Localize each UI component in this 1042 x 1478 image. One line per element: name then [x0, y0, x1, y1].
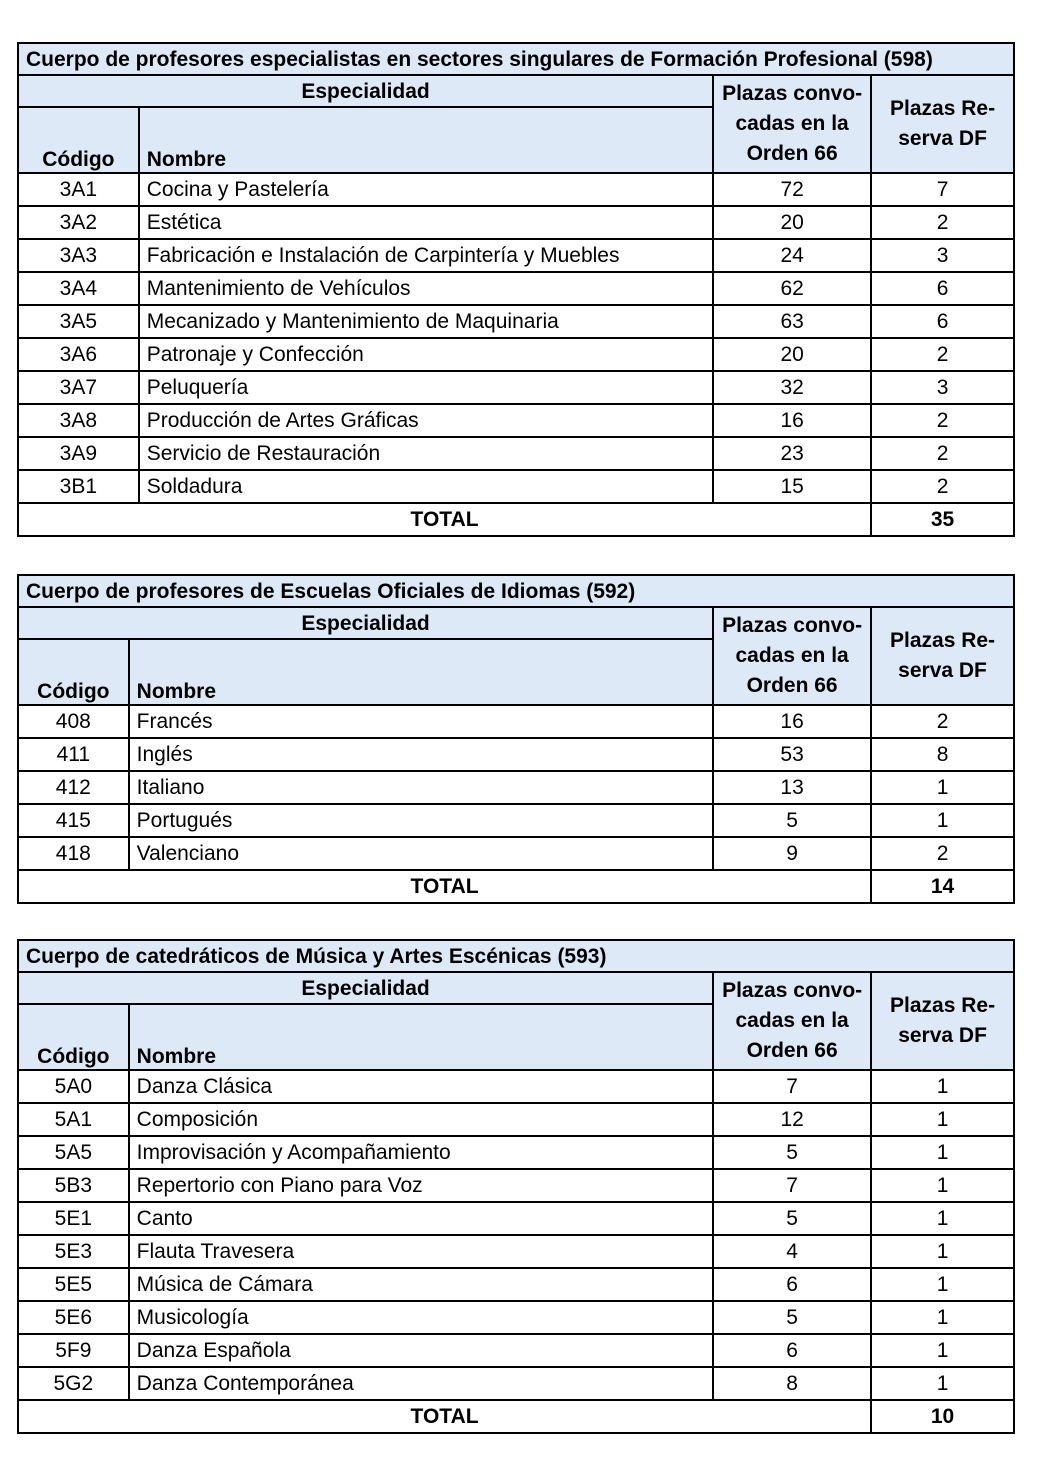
plazas-reserva-header: Plazas Re- serva DF	[871, 607, 1014, 705]
codigo-cell: 408	[18, 705, 129, 738]
codigo-cell: 5A5	[18, 1136, 129, 1169]
reserva-cell: 1	[871, 1169, 1014, 1202]
table-row	[18, 771, 1014, 804]
reserva-cell: 2	[871, 470, 1014, 503]
nombre-cell: Flauta Travesera	[129, 1235, 714, 1268]
table-row	[18, 338, 1014, 371]
nombre-cell: Danza Contemporánea	[129, 1367, 714, 1400]
codigo-cell: 5E5	[18, 1268, 129, 1301]
codigo-cell: 412	[18, 771, 129, 804]
table-row	[18, 1169, 1014, 1202]
plazas-reserva-header: Plazas Re- serva DF	[871, 972, 1014, 1070]
codigo-cell: 3A7	[18, 371, 139, 404]
table-row	[18, 371, 1014, 404]
table-title: Cuerpo de profesores especialistas en sectores singulares de Formación Profesional (598)	[18, 43, 1014, 75]
codigo-cell: 5B3	[18, 1169, 129, 1202]
convocadas-cell: 5	[713, 1301, 871, 1334]
nombre-cell: Danza Española	[129, 1334, 714, 1367]
codigo-cell: 3A5	[18, 305, 139, 338]
nombre-cell: Francés	[129, 705, 713, 738]
table-block-musica	[17, 939, 1015, 1434]
table-row	[18, 1103, 1014, 1136]
nombre-cell: Danza Clásica	[129, 1070, 714, 1103]
nombre-cell: Italiano	[129, 771, 713, 804]
convocadas-cell: 53	[713, 738, 871, 771]
reserva-cell: 2	[871, 338, 1014, 371]
specialty-table	[17, 42, 1015, 537]
convocadas-cell: 12	[713, 1103, 871, 1136]
table-row	[18, 1268, 1014, 1301]
plazas-convocadas-header: Plazas convo- cadas en la Orden 66	[713, 972, 871, 1070]
reserva-cell: 6	[871, 272, 1014, 305]
table-row	[18, 305, 1014, 338]
nombre-cell: Mantenimiento de Vehículos	[139, 272, 713, 305]
reserva-cell: 1	[871, 771, 1014, 804]
codigo-cell: 5E6	[18, 1301, 129, 1334]
reserva-cell: 1	[871, 804, 1014, 837]
convocadas-cell: 16	[713, 705, 871, 738]
convocadas-cell: 13	[713, 771, 871, 804]
codigo-header: Código	[18, 1004, 129, 1070]
convocadas-cell: 6	[713, 1334, 871, 1367]
convocadas-cell: 24	[713, 239, 871, 272]
convocadas-cell: 20	[713, 206, 871, 239]
nombre-cell: Inglés	[129, 738, 713, 771]
plazas-convocadas-header: Plazas convo- cadas en la Orden 66	[713, 75, 871, 173]
convocadas-cell: 72	[713, 173, 871, 206]
total-label: TOTAL	[18, 870, 871, 903]
nombre-cell: Canto	[129, 1202, 714, 1235]
table-row	[18, 1202, 1014, 1235]
convocadas-cell: 6	[713, 1268, 871, 1301]
codigo-cell: 5E1	[18, 1202, 129, 1235]
convocadas-cell: 7	[713, 1070, 871, 1103]
nombre-cell: Servicio de Restauración	[139, 437, 713, 470]
reserva-cell: 2	[871, 837, 1014, 870]
convocadas-cell: 62	[713, 272, 871, 305]
nombre-cell: Soldadura	[139, 470, 713, 503]
plazas-convocadas-header: Plazas convo- cadas en la Orden 66	[713, 607, 871, 705]
table-row	[18, 239, 1014, 272]
total-label: TOTAL	[18, 1400, 871, 1433]
table-row	[18, 837, 1014, 870]
reserva-cell: 2	[871, 705, 1014, 738]
nombre-cell: Valenciano	[129, 837, 713, 870]
codigo-cell: 3A8	[18, 404, 139, 437]
table-row	[18, 1070, 1014, 1103]
reserva-cell: 7	[871, 173, 1014, 206]
convocadas-cell: 5	[713, 804, 871, 837]
reserva-cell: 1	[871, 1136, 1014, 1169]
total-value: 10	[871, 1400, 1014, 1433]
reserva-cell: 1	[871, 1301, 1014, 1334]
total-row	[18, 1400, 1014, 1433]
convocadas-cell: 16	[713, 404, 871, 437]
convocadas-cell: 15	[713, 470, 871, 503]
nombre-cell: Musicología	[129, 1301, 714, 1334]
codigo-cell: 3A2	[18, 206, 139, 239]
table-block-eoi	[17, 574, 1015, 904]
table-row	[18, 705, 1014, 738]
convocadas-cell: 5	[713, 1136, 871, 1169]
codigo-cell: 5E3	[18, 1235, 129, 1268]
nombre-cell: Patronaje y Confección	[139, 338, 713, 371]
specialty-table	[17, 574, 1015, 904]
table-row	[18, 437, 1014, 470]
convocadas-cell: 32	[713, 371, 871, 404]
reserva-cell: 1	[871, 1103, 1014, 1136]
nombre-header: Nombre	[129, 1004, 714, 1070]
convocadas-cell: 5	[713, 1202, 871, 1235]
especialidad-header: Especialidad	[18, 607, 713, 639]
codigo-cell: 3A1	[18, 173, 139, 206]
reserva-cell: 1	[871, 1070, 1014, 1103]
table-row	[18, 1301, 1014, 1334]
reserva-cell: 3	[871, 371, 1014, 404]
reserva-cell: 1	[871, 1268, 1014, 1301]
convocadas-cell: 7	[713, 1169, 871, 1202]
table-row	[18, 404, 1014, 437]
table-row	[18, 1367, 1014, 1400]
codigo-cell: 5A1	[18, 1103, 129, 1136]
convocadas-cell: 20	[713, 338, 871, 371]
table-row	[18, 804, 1014, 837]
table-row	[18, 470, 1014, 503]
nombre-header: Nombre	[129, 639, 713, 705]
nombre-cell: Mecanizado y Mantenimiento de Maquinaria	[139, 305, 713, 338]
reserva-cell: 2	[871, 206, 1014, 239]
reserva-cell: 1	[871, 1367, 1014, 1400]
table-row	[18, 173, 1014, 206]
reserva-cell: 3	[871, 239, 1014, 272]
codigo-cell: 3B1	[18, 470, 139, 503]
reserva-cell: 2	[871, 404, 1014, 437]
codigo-cell: 5A0	[18, 1070, 129, 1103]
nombre-cell: Estética	[139, 206, 713, 239]
nombre-cell: Fabricación e Instalación de Carpintería y Muebles	[139, 239, 713, 272]
codigo-cell: 5F9	[18, 1334, 129, 1367]
codigo-header: Código	[18, 107, 139, 173]
especialidad-header: Especialidad	[18, 75, 713, 107]
total-value: 35	[871, 503, 1014, 536]
codigo-cell: 418	[18, 837, 129, 870]
convocadas-cell: 8	[713, 1367, 871, 1400]
nombre-cell: Improvisación y Acompañamiento	[129, 1136, 714, 1169]
convocadas-cell: 63	[713, 305, 871, 338]
codigo-cell: 3A6	[18, 338, 139, 371]
reserva-cell: 6	[871, 305, 1014, 338]
reserva-cell: 2	[871, 437, 1014, 470]
nombre-cell: Repertorio con Piano para Voz	[129, 1169, 714, 1202]
convocadas-cell: 9	[713, 837, 871, 870]
table-title: Cuerpo de profesores de Escuelas Oficiales de Idiomas (592)	[18, 575, 1014, 607]
especialidad-header: Especialidad	[18, 972, 713, 1004]
table-block-fp	[17, 42, 1015, 537]
codigo-cell: 5G2	[18, 1367, 129, 1400]
nombre-cell: Producción de Artes Gráficas	[139, 404, 713, 437]
plazas-reserva-header: Plazas Re- serva DF	[871, 75, 1014, 173]
nombre-cell: Cocina y Pastelería	[139, 173, 713, 206]
reserva-cell: 1	[871, 1202, 1014, 1235]
nombre-cell: Música de Cámara	[129, 1268, 714, 1301]
codigo-cell: 3A3	[18, 239, 139, 272]
codigo-header: Código	[18, 639, 129, 705]
specialty-table	[17, 939, 1015, 1434]
total-row	[18, 870, 1014, 903]
total-value: 14	[871, 870, 1014, 903]
codigo-cell: 3A4	[18, 272, 139, 305]
codigo-cell: 411	[18, 738, 129, 771]
total-row	[18, 503, 1014, 536]
codigo-cell: 3A9	[18, 437, 139, 470]
nombre-cell: Peluquería	[139, 371, 713, 404]
table-title: Cuerpo de catedráticos de Música y Artes Escénicas (593)	[18, 940, 1014, 972]
reserva-cell: 1	[871, 1235, 1014, 1268]
table-row	[18, 1334, 1014, 1367]
reserva-cell: 8	[871, 738, 1014, 771]
nombre-cell: Composición	[129, 1103, 714, 1136]
codigo-cell: 415	[18, 804, 129, 837]
total-label: TOTAL	[18, 503, 871, 536]
convocadas-cell: 23	[713, 437, 871, 470]
table-row	[18, 206, 1014, 239]
table-row	[18, 1136, 1014, 1169]
table-row	[18, 738, 1014, 771]
nombre-header: Nombre	[139, 107, 713, 173]
nombre-cell: Portugués	[129, 804, 713, 837]
convocadas-cell: 4	[713, 1235, 871, 1268]
reserva-cell: 1	[871, 1334, 1014, 1367]
table-row	[18, 272, 1014, 305]
table-row	[18, 1235, 1014, 1268]
